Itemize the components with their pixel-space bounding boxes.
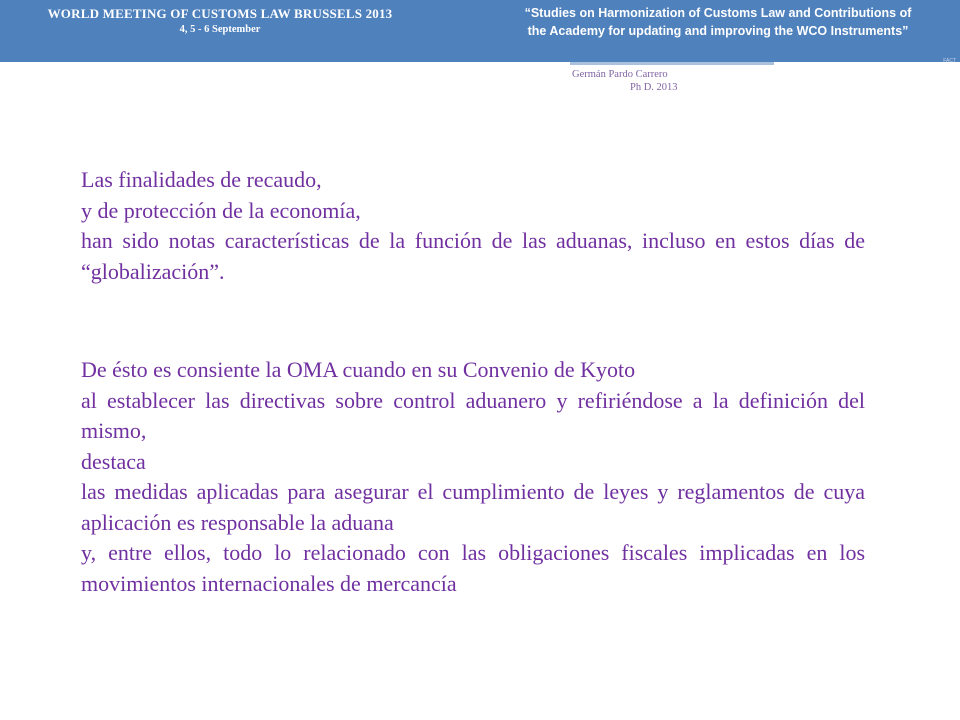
paragraph-1	[81, 165, 865, 287]
meeting-dates: 4, 5 - 6 September	[179, 24, 261, 35]
author-degree-date: Ph D. 2013	[630, 82, 678, 93]
study-title-line-2: the Academy for updating and improving the WCO Instruments”	[527, 24, 909, 38]
paragraph-1-line-2: y de protección de la economía,	[81, 197, 361, 223]
study-title	[478, 4, 958, 40]
header-underline	[570, 62, 774, 65]
meeting-title: WORLD MEETING OF CUSTOMS LAW BRUSSELS 2013	[47, 6, 393, 21]
paragraph-2	[81, 355, 865, 599]
study-title-line-1: “Studies on Harmonization of Customs Law and Contributions of	[524, 6, 912, 20]
paragraph-2-line-3: destaca	[81, 448, 146, 474]
paragraph-1-line-3: han sido notas características de la función de las aduanas, incluso en estos días de “globalización”.	[81, 228, 865, 284]
paragraph-2-line-4: las medidas aplicadas para asegurar el cumplimiento de leyes y reglamentos de cuya aplicación es responsable la aduana	[81, 479, 865, 535]
author-name: Germán Pardo Carrero	[572, 69, 668, 80]
paragraph-1-line-1: Las finalidades de recaudo,	[81, 167, 322, 192]
corner-mark: FACT	[943, 58, 956, 64]
paragraph-2-line-5: y, entre ellos, todo lo relacionado con las obligaciones fiscales implicadas en los movimientos internacionales de mercancía	[81, 540, 865, 596]
paragraph-2-line-1: De ésto es consiente la OMA cuando en su Convenio de Kyoto	[81, 357, 636, 382]
header-bar	[0, 0, 960, 62]
paragraph-2-line-2: al establecer las directivas sobre control aduanero y refiriéndose a la definición del mismo,	[81, 387, 865, 443]
